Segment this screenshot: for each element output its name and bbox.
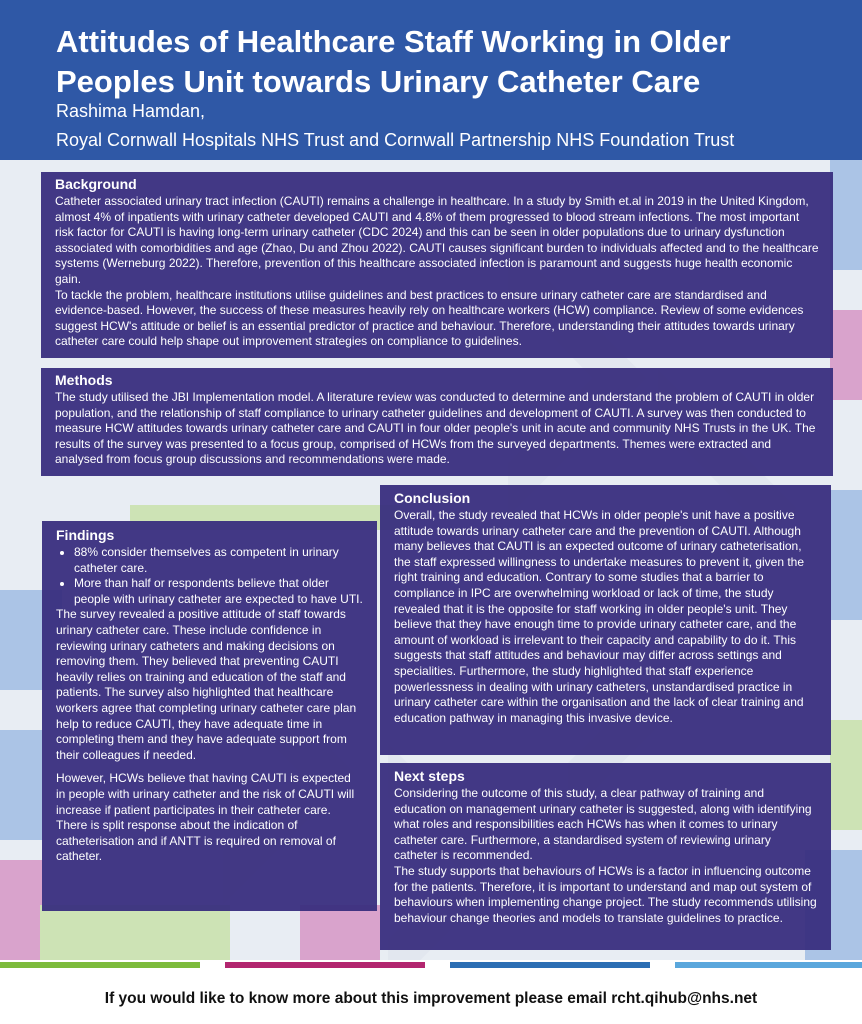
author-name: Rashima Hamdan,: [56, 101, 206, 121]
methods-heading: Methods: [55, 372, 113, 388]
decor-strip: [830, 720, 862, 830]
background-heading: Background: [55, 176, 137, 192]
background-paragraph-1: Catheter associated urinary tract infection (CAUTI) remains a challenge in healthcare. In a study by Smith et.al in 2019 in the United Kingdom, almost 4% of inpatients with urinary catheter developed CAUTI and 4.8% of them progressed to blood stream infections. The most important risk factor for CAUTI is having long-term urinary catheter (CDC 2024) and this can be seen in older populations due to urinary dysfunction associated with comorbidities and age (Zhao, Du and Zhou 2022). CAUTI causes significant burden to individuals affected and to the healthcare systems (Werneburg 2022). Therefore, prevention of this healthcare associated infection is paramount and suggests huge health economic gain.: [55, 194, 819, 286]
decor-strip: [830, 490, 862, 620]
methods-paragraph: The study utilised the JBI Implementation model. A literature review was conducted to determine and understand the problem of CAUTI in older population, and the relationship of staff compliance to urinary catheter guidelines and development of CAUTI. A survey was then conducted to measure HCW attitudes towards urinary catheter care and CAUTI in four older people's unit in acute and community NHS Trusts in the UK. The results of the survey was presented to a focus group, comprised of HCWs from the surveyed departments. Themes were extracted and analysed from focus group discussions and recommendations were made.: [55, 390, 816, 467]
next-steps-paragraph-2: The study supports that behaviours of HCWs is a factor in influencing outcome for the patients. Therefore, it is important to understand and map out system of behaviours when implementing change project. The study recommends utilising behaviour change theories and models to translate guidelines to practice.: [394, 863, 817, 925]
findings-bullet: • More than half or respondents believe that older people with urinary catheter are expected to have UTI.: [74, 576, 363, 607]
poster-header: [0, 0, 862, 160]
background-section: [41, 172, 833, 358]
background-paragraph-2: To tackle the problem, healthcare institutions utilise guidelines and best practices to ensure urinary catheter care are standardised and evidence-based. However, the success of these measures heavily rely on healthcare workers (HCW) compliance. Review of some evidences suggest HCW's attitude or belief is an essential predictor of practice and behaviour. Therefore, understanding their attitudes towards urinary catheter care could help shape out improvement strategies on compliance to guidelines.: [55, 287, 804, 349]
poster-title: Attitudes of Healthcare Staff Working in Older Peoples Unit towards Urinary Catheter Care: [56, 24, 731, 99]
findings-section: [42, 521, 377, 911]
conclusion-section: [380, 485, 831, 755]
findings-bullet-list: [56, 545, 363, 607]
findings-paragraph-2: However, HCWs believe that having CAUTI is expected in people with urinary catheter and the risk of CAUTI will increase if patient participates in their catheter care. There is split response about the indication of catheterisation and if ANTT is required on removal of catheter.: [56, 771, 355, 864]
author-affiliation: Royal Cornwall Hospitals NHS Trust and Cornwall Partnership NHS Foundation Trust: [56, 130, 735, 150]
conclusion-paragraph: Overall, the study revealed that HCWs in older people's unit have a positive attitude towards urinary catheter care and the prevention of CAUTI. Although many believes that CAUTI is an expected outcome of urinary catheterisation, the staff expressed willingness to undertake measures to prevent it, given the right training and education. Contrary to some studies that a barrier to compliance in IPC are overwhelming workload or lack of time, the study revealed that it is the opposite for staff working in older people's unit. They believe that they have enough time to provide urinary catheter care, and the amount of workload is irrelevant to their capacity and capability to do it. This suggests that staff attitudes and behaviour may differ across settings and specialities. Furthermore, the study highlighted that staff experience powerlessness in dealing with urinary catheters, unstandardised practice in urinary catheter care within the organisation and the lack of clear training and education pathway in managing this invasive device.: [394, 508, 805, 725]
decor-strip: [40, 905, 230, 960]
conclusion-heading: Conclusion: [394, 490, 471, 506]
decor-strip: [0, 730, 42, 840]
findings-paragraph-1: The survey revealed a positive attitude of staff towards urinary catheter care. These include confidence in reviewing urinary catheters and making decisions on removing them. They believed that preventing CAUTI heavily relies on training and education of the staff and patients. The survey also highlighted that healthcare workers agree that completing urinary catheter care plan help to reduce CAUTI, they have adequate time in completing them and they have adequate support from their colleagues if needed.: [56, 607, 357, 762]
contact-email-text: If you would like to know more about this improvement please email rcht.qihub@nhs.net: [104, 990, 758, 1007]
next-steps-section: [380, 763, 831, 950]
decor-strip: [830, 310, 862, 400]
next-steps-paragraph-1: Considering the outcome of this study, a clear pathway of training and education on management urinary catheter is suggested, along with identifying what roles and responsibilities each HCWs has when it comes to urinary catheter care. Furthermore, a standardised system of reviewing urinary catheter is recommended.: [394, 786, 812, 863]
findings-heading: Findings: [56, 527, 115, 543]
methods-section: [41, 368, 833, 476]
next-steps-heading: Next steps: [394, 768, 465, 784]
decor-strip: [830, 160, 862, 270]
findings-bullet: • 88% consider themselves as competent in urinary catheter care.: [74, 545, 363, 576]
decor-strip: [0, 860, 42, 960]
